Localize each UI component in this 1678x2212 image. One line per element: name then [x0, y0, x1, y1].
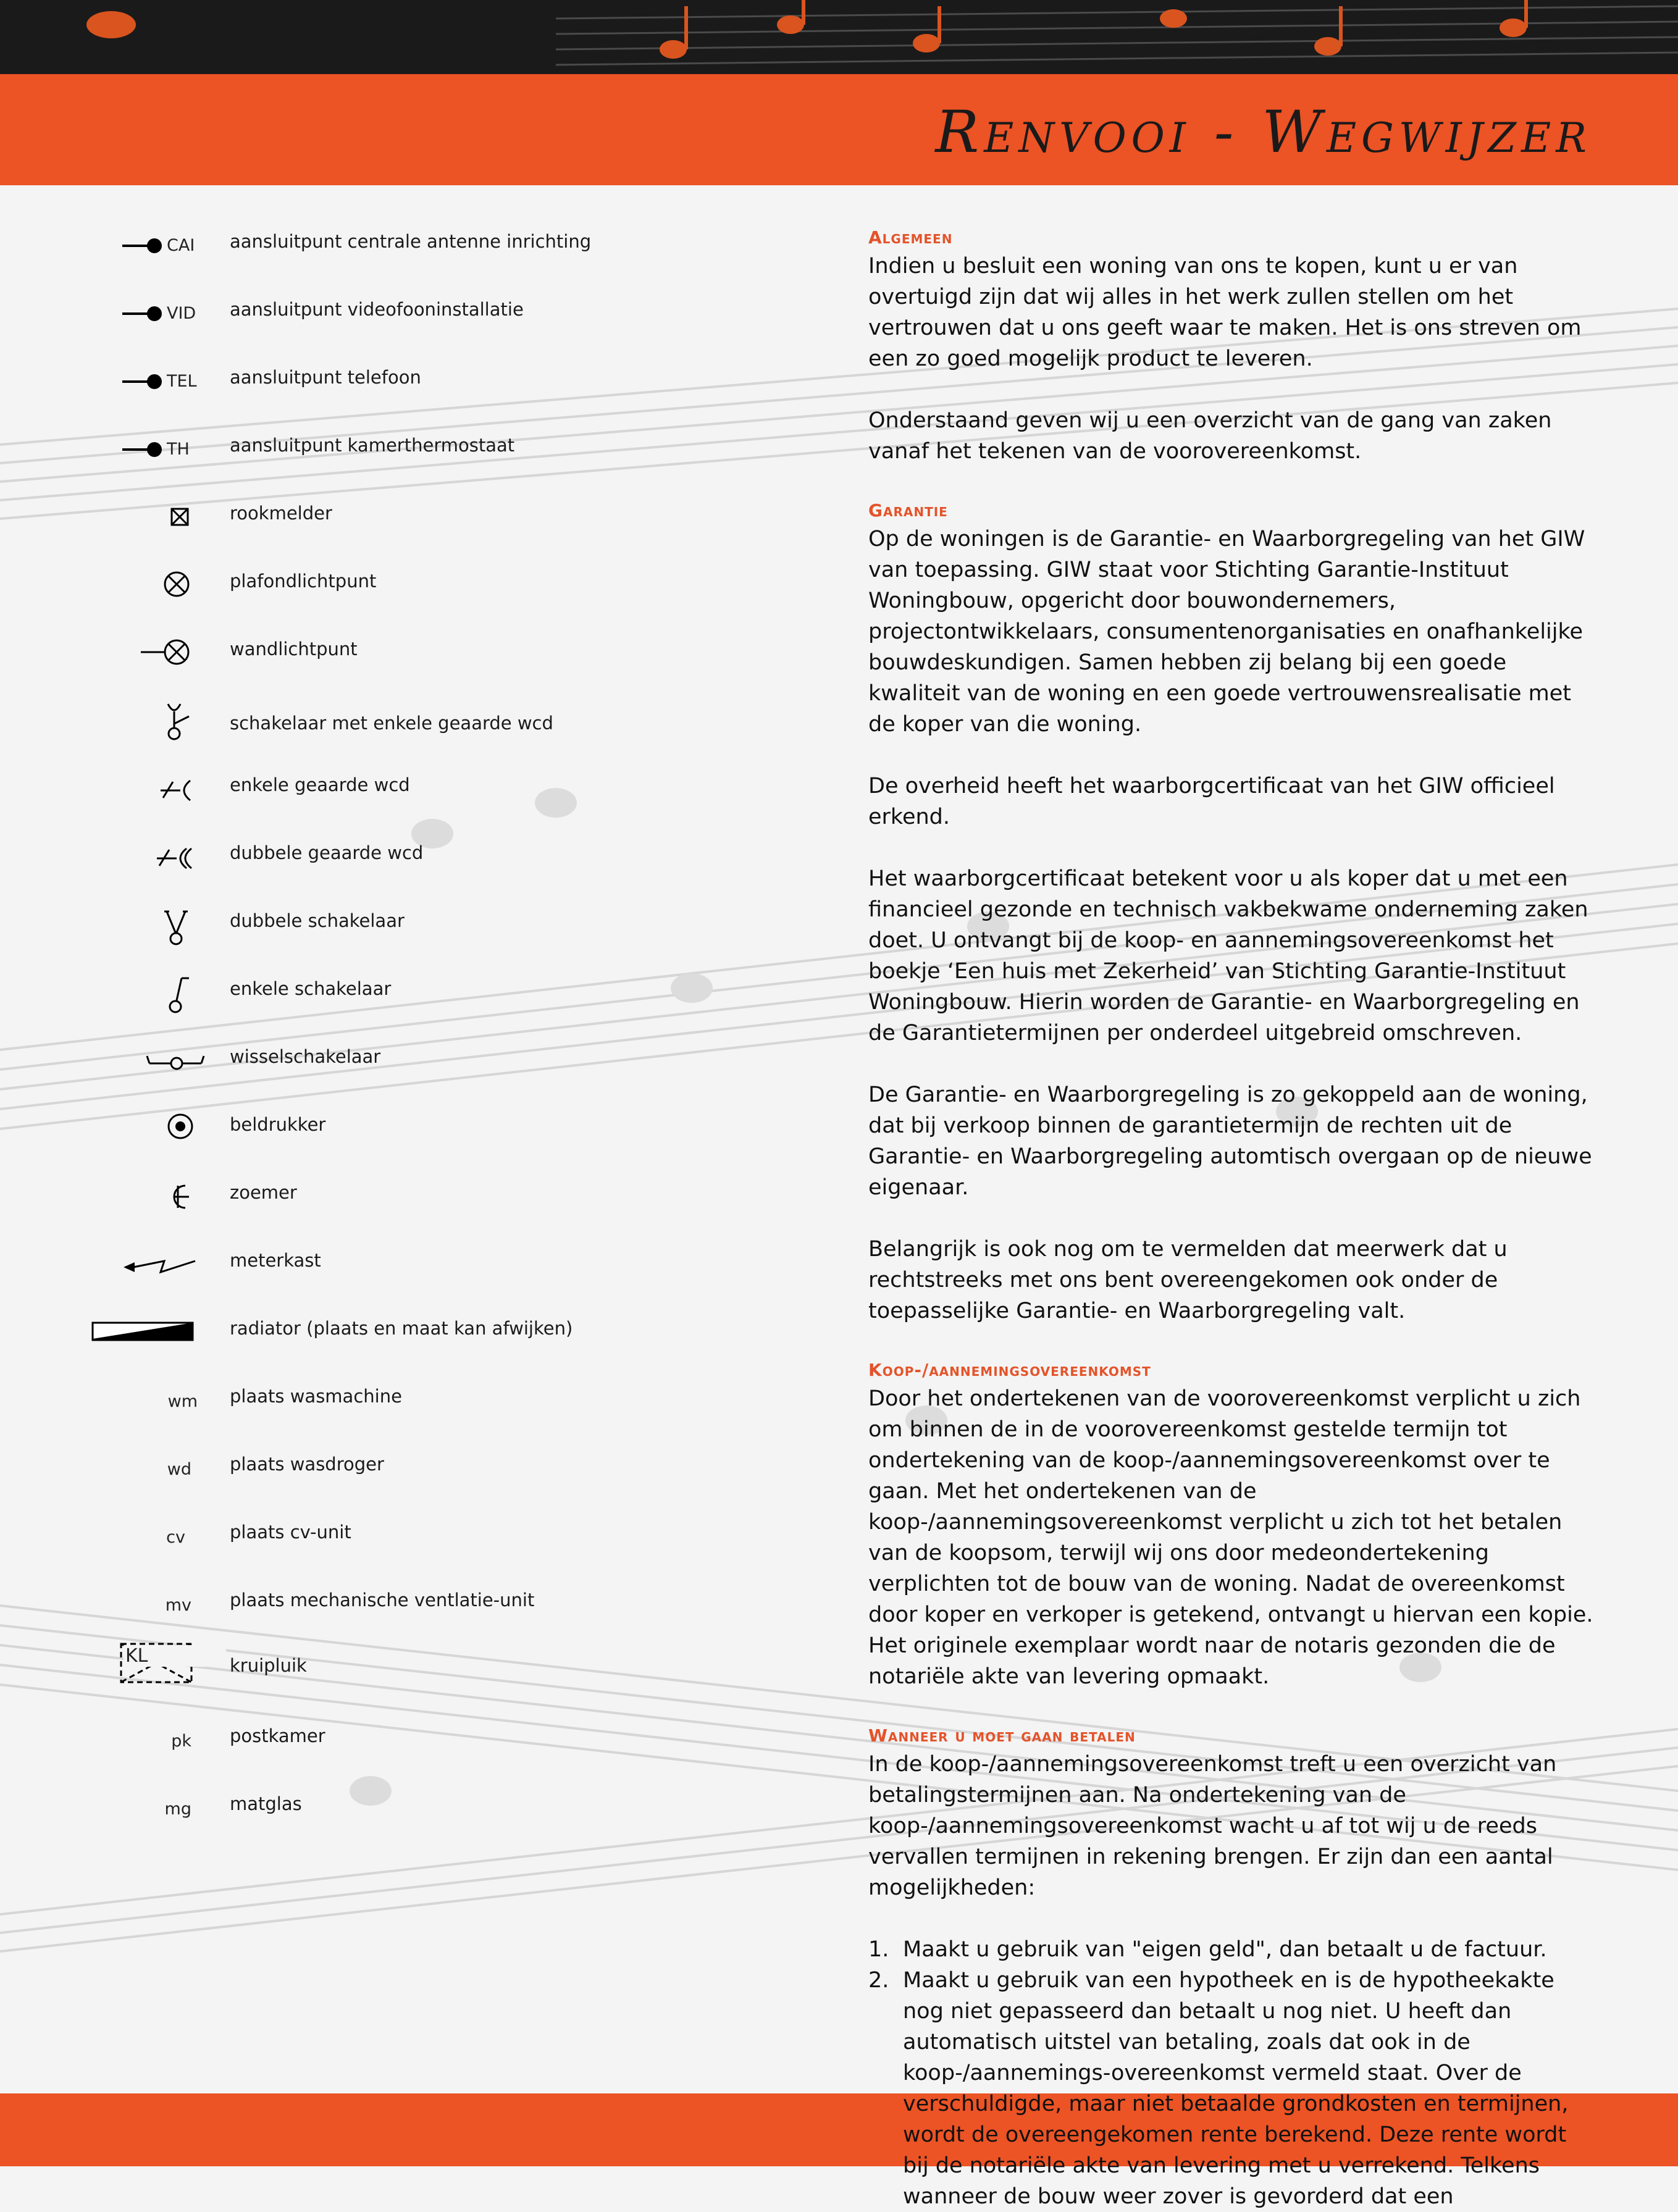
legend-row	[74, 1099, 815, 1161]
legend-row	[74, 1303, 815, 1365]
legend-label: aansluitpunt centrale antenne inrichting	[230, 231, 592, 252]
legend-row	[74, 760, 815, 821]
connection-point-icon: CAI	[74, 216, 210, 278]
smoke-detector-icon	[74, 488, 210, 550]
legend-label: radiator (plaats en maat kan afwijken)	[230, 1318, 573, 1339]
paragraph: Door het ondertekenen van de voorovereenkomst verplicht u zich om binnen de in de voorovereenkomst gestelde termijn tot ondertekening van de koop-/aannemingsovereenkomst over te gaan. Met het ondertekenen van de koop-/aannemingsovereenkomst verplicht u zich tot het betalen van de koopsom, terwijl wij ons door medeondertekening verplichten tot de bouw van de woning. Nadat de overeenkomst door koper en verkoper is getekend, ontvangt u hiervan een kopie. Het originele exemplaar wordt naar de notaris gezonden die de notariële akte van levering opmaakt.	[868, 1386, 1593, 1689]
frosted-glass-abbr: mg	[164, 1799, 191, 1819]
legend-row	[74, 692, 815, 753]
legend-row	[74, 352, 815, 414]
legend-row	[74, 488, 815, 550]
section-heading: Algemeen	[868, 227, 953, 248]
legend-label: aansluitpunt telefoon	[230, 367, 421, 388]
music-notes-decoration	[0, 0, 1678, 74]
legend-row	[74, 1711, 815, 1772]
paragraph: In de koop-/aannemingsovereenkomst treft u een overzicht van betalingstermijnen aan. Na ondertekening van de koop-/aannemingsovereenkomst wacht u af tot wij u de reeds vervallen termijnen in rekening brengen. Er zijn dan een aantal mogelijkheden:	[868, 1752, 1557, 1900]
legend-label: zoemer	[230, 1182, 297, 1203]
ventilation-unit-abbr: mv	[165, 1596, 191, 1615]
top-banner	[0, 0, 1678, 74]
legend-row	[74, 216, 815, 278]
page-title: Renvooi - Wegwijzer	[935, 99, 1592, 166]
legend-label: wisselschakelaar	[230, 1046, 381, 1067]
legend-label: plaats mechanische ventlatie-unit	[230, 1590, 535, 1611]
legend-row	[74, 420, 815, 482]
legend-row	[74, 1371, 815, 1433]
wall-light-icon	[74, 624, 210, 685]
washing-machine-abbr: wm	[167, 1392, 198, 1411]
legend-label: enkele geaarde wcd	[230, 774, 410, 795]
buzzer-icon	[74, 1167, 210, 1229]
legend-label: dubbele schakelaar	[230, 910, 405, 931]
legend-label: meterkast	[230, 1250, 321, 1271]
paragraph: Op de woningen is de Garantie- en Waarborgregeling van het GIW van toepassing. GIW staat voor Stichting Garantie-Instituut Woningbouw, opgericht door bouwondernemers, projectontwikkelaars, consumentenorganisaties en onafhankelijke bouwdeskundigen. Samen hebben zij belang bij een goede kwaliteit van de woning en een goede vertrouwensrealisatie met de koper van die woning.	[868, 527, 1585, 737]
list-item: 2. Maakt u gebruik van een hypotheek en is de hypotheekakte nog niet gepasseerd dan betaalt u nog niet. U heeft dan automatisch uitstel van betaling, zoals dat ook in de koop-/aannemings-overeenkomst vermeld staat. Over de verschuldigde, maar niet betaalde grondkosten en termijnen, wordt de overeengekomen rente berekend. Deze rente wordt bij de notariële akte van levering met u verrekend. Telkens wanneer de bouw weer zover is gevorderd dat een	[868, 1968, 1569, 2209]
legend-label: plafondlichtpunt	[230, 571, 377, 592]
connection-point-icon: VID	[74, 284, 210, 346]
legend-row	[74, 284, 815, 346]
two-way-switch-icon	[74, 1031, 210, 1093]
bell-push-icon	[74, 1099, 210, 1161]
double-socket-icon	[74, 827, 210, 889]
payment-options-list	[868, 1934, 1597, 2212]
legend-label: schakelaar met enkele geaarde wcd	[230, 713, 553, 734]
legend-row	[74, 1235, 815, 1297]
legend-row	[74, 1167, 815, 1229]
legend-row	[74, 895, 815, 957]
section-heading: Koop-/aannemingsovereenkomst	[868, 1360, 1151, 1380]
legend-row	[74, 1439, 815, 1501]
legend-label: plaats cv-unit	[230, 1522, 351, 1543]
paragraph: De overheid heeft het waarborgcertificaat van het GIW officieel erkend.	[868, 774, 1555, 829]
main-text-column	[868, 225, 1597, 2212]
legend-label: wandlichtpunt	[230, 639, 358, 660]
legend-row	[74, 556, 815, 618]
legend-label: aansluitpunt videofooninstallatie	[230, 299, 524, 320]
section-heading: Wanneer u moet gaan betalen	[868, 1725, 1136, 1746]
paragraph: Het waarborgcertificaat betekent voor u als koper dat u met een financieel gezonde en technisch vakbekwame onderneming zaken doet. U ontvangt bij de koop- en aannemingsovereenkomst het boekje ‘Een huis met Zekerheid’ van Stichting Garantie-Instituut Woningbouw. Hierin worden de Garantie- en Waarborgregeling en de Garantietermijnen per onderdeel uitgebreid omschreven.	[868, 866, 1588, 1045]
single-socket-icon	[74, 760, 210, 821]
legend-label: dubbele geaarde wcd	[230, 842, 424, 863]
paragraph: Onderstaand geven wij u een overzicht van de gang van zaken vanaf het tekenen van de voorovereenkomst.	[868, 408, 1552, 464]
ceiling-light-icon	[74, 556, 210, 618]
double-switch-icon	[74, 895, 210, 957]
legend-row	[74, 1630, 815, 1692]
legend-row	[74, 1507, 815, 1569]
legend-row	[74, 1031, 815, 1093]
legend-row	[74, 827, 815, 889]
dryer-abbr: wd	[167, 1460, 191, 1479]
legend-label: matglas	[230, 1793, 302, 1814]
crawl-hatch-icon: KL	[74, 1630, 210, 1692]
connection-point-icon: TH	[74, 420, 210, 482]
legend-label: kruipluik	[230, 1655, 307, 1676]
single-switch-icon	[74, 963, 210, 1025]
header-band	[0, 74, 1678, 185]
legend-row	[74, 624, 815, 685]
paragraph: Indien u besluit een woning van ons te kopen, kunt u er van overtuigd zijn dat wij alles in het werk zullen stellen om het vertrouwen dat u ons geeft waar te maken. Het is ons streven om een zo goed mogelijk product te leveren.	[868, 254, 1582, 371]
paragraph: Belangrijk is ook nog om te vermelden dat meerwerk dat u rechtstreeks met ons bent overeengekomen ook onder de toepasselijke Garantie- en Waarborgregeling valt.	[868, 1237, 1508, 1323]
legend-label: plaats wasdroger	[230, 1454, 384, 1475]
paragraph: De Garantie- en Waarborgregeling is zo gekoppeld aan de woning, dat bij verkoop binnen de garantietermijn de rechten uit de Garantie- en Waarborgregeling automtisch overgaan op de nieuwe eigenaar.	[868, 1083, 1592, 1200]
legend-label: plaats wasmachine	[230, 1386, 402, 1407]
section-heading: Garantie	[868, 500, 948, 521]
legend-row	[74, 963, 815, 1025]
legend-row	[74, 1778, 815, 1840]
radiator-icon	[74, 1303, 210, 1365]
postroom-abbr: pk	[171, 1732, 191, 1751]
legend-label: postkamer	[230, 1725, 325, 1746]
connection-point-icon: TEL	[74, 352, 210, 414]
legend-label: rookmelder	[230, 503, 332, 524]
meter-cupboard-icon	[74, 1235, 210, 1297]
legend-label: enkele schakelaar	[230, 978, 392, 999]
legend-label: aansluitpunt kamerthermostaat	[230, 435, 515, 456]
list-item: 1. Maakt u gebruik van "eigen geld", dan betaalt u de factuur.	[868, 1937, 1547, 1962]
cv-unit-abbr: cv	[166, 1528, 185, 1547]
legend-label: beldrukker	[230, 1114, 326, 1135]
legend-row	[74, 1575, 815, 1636]
switch-with-socket-icon	[74, 692, 210, 753]
